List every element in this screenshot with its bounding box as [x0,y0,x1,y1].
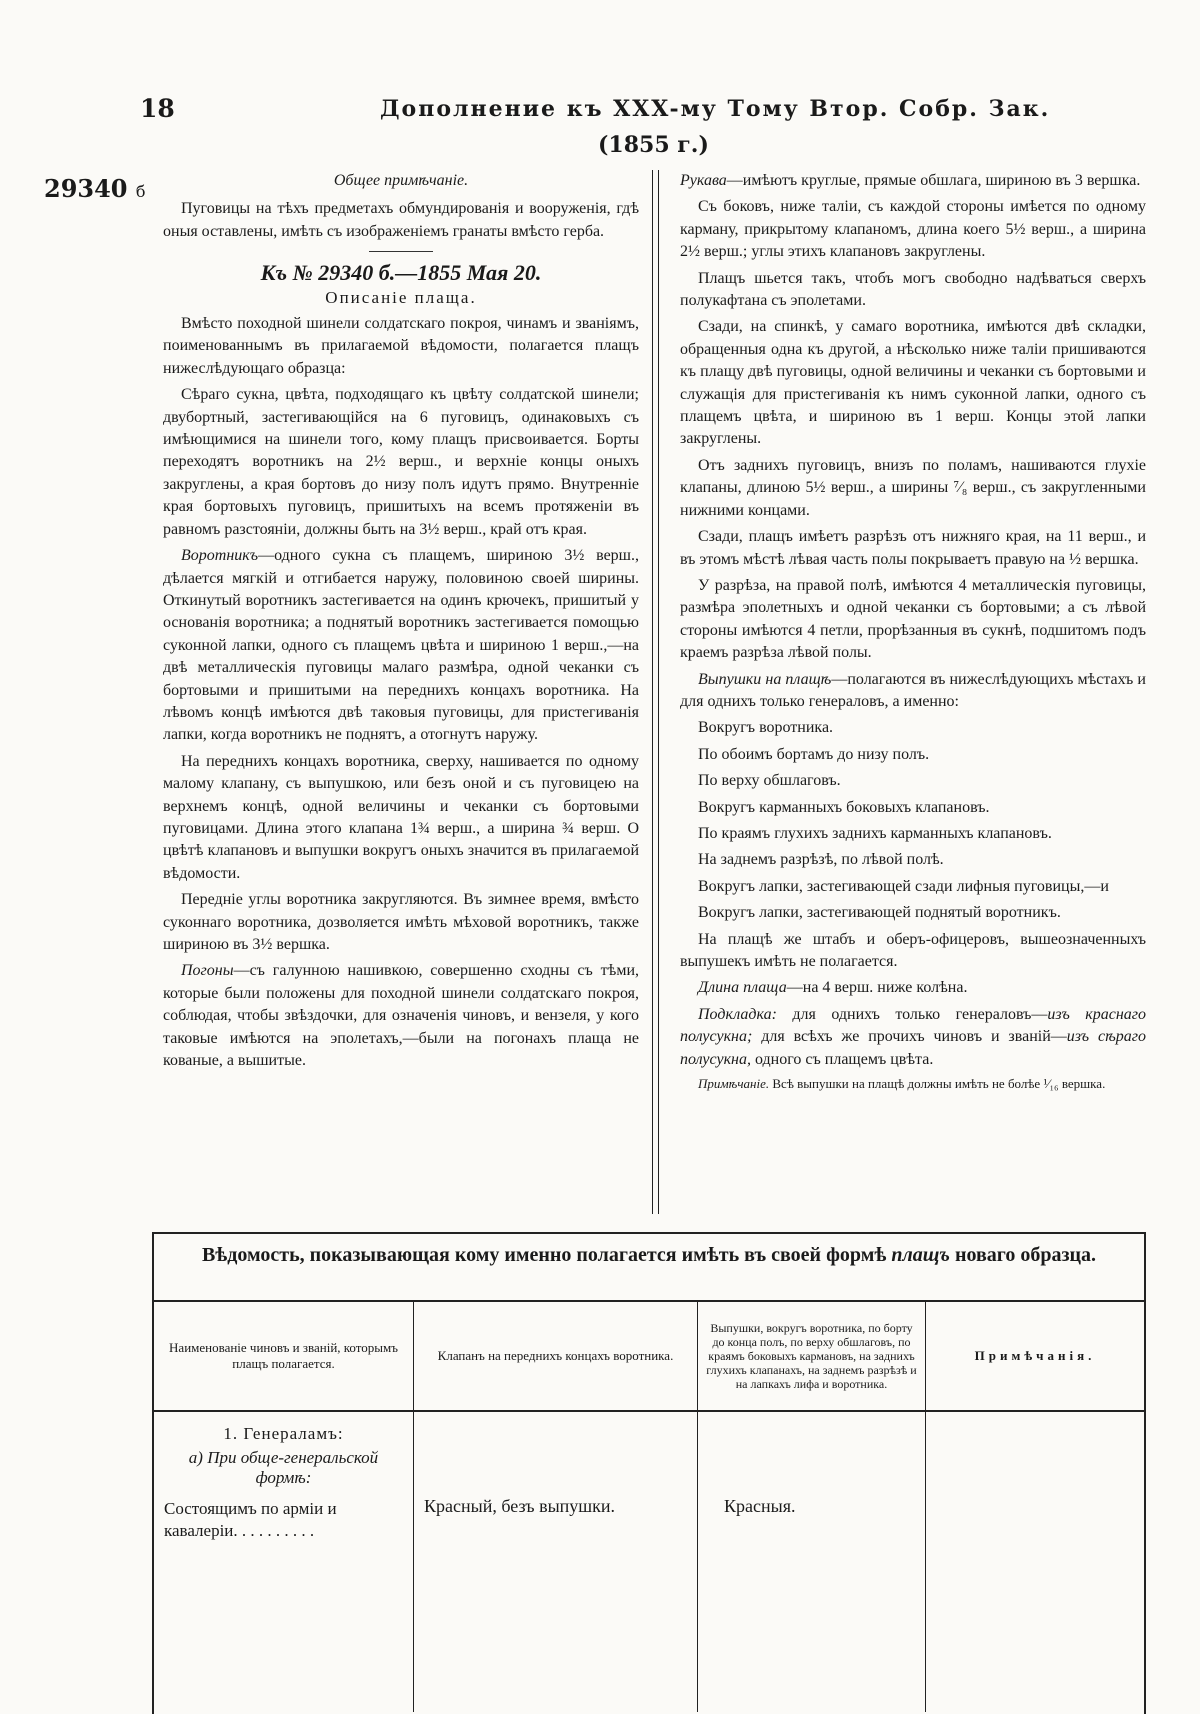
paragraph: Сзади, на спинкѣ, у самаго воротника, имѣются двѣ складки, обращенныя одна къ другой, а нѣсколько ниже таліи пришиваются къ плащу двѣ пуговицы, одной величины и чеканки съ бортовыми и служащія для пристегиванія къ нимъ суконной лапки, одного съ плащемъ цвѣта, и шириною въ 1 верш. Концы этой лапки закруглены. [680,318,1146,448]
paragraph-lead: Погоны [181,962,234,980]
running-head: Дополнение къ XXX-му Тому Втор. Собр. Зак. [380,96,1051,122]
cell-value: Красныя. [724,1496,796,1516]
table-row [154,1412,1144,1712]
paragraph-text: для однихъ только генераловъ— [776,1005,1048,1023]
left-column [163,170,639,1076]
paragraph-text: —имѣютъ круглые, прямые обшлага, шириною въ 3 вершка. [726,172,1141,189]
margin-number [44,174,146,203]
table-title-part: Вѣдомость, показывающая кому именно полагается имѣть въ своей формѣ [201,1244,892,1266]
paragraph-text: —полагаются въ нижеслѣдующихъ мѣстахъ и для однихъ только генераловъ, а именно: [680,670,1146,710]
paragraph [680,669,1146,714]
subcategory-label: а) При обще-генеральской формѣ: [188,1448,379,1487]
divider-rule [369,251,433,252]
registry-table [152,1232,1146,1714]
list-item: По краямъ глухихъ заднихъ карманныхъ клапановъ. [698,824,1052,842]
cell-value: Красный, безъ выпушки. [424,1496,616,1516]
column-header-flap: Клапанъ на переднихъ концахъ воротника. [414,1302,698,1410]
paragraph: Сѣраго сукна, цвѣта, подходящаго къ цвѣту солдатской шинели; двубортный, застегивающійся на 6 пуговицъ, одинаковыхъ съ имѣющимися на шинели того, кому плащъ присвоивается. Борты переходятъ воротникъ на 2½ верш., и верхніе концы оныхъ закруглены, а края бортовъ до низу полъ идутъ прямо. Внутренніе края бортовыхъ пуговицъ, пришитыхъ на всемъ протяженіи въ равномъ разстояніи, должны быть на 3½ верш., край отъ края. [163,386,639,538]
table-header-row [154,1302,1144,1412]
list-item: По верху обшлаговъ. [698,772,841,790]
general-note-text: Пуговицы на тѣхъ предметахъ обмундированія и вооруженія, гдѣ оныя оставлены, имѣть съ изображеніемъ гранаты вмѣсто герба. [163,200,639,240]
paragraph: Отъ заднихъ пуговицъ, внизъ по поламъ, нашиваются глухіе клапаны, длиною 5½ верш., а ширины ⁷⁄₈ верш., съ закругленными нижними концами. [680,456,1146,519]
list-item: Вокругъ лапки, застегивающей сзади лифныя пуговицы,—и [698,877,1109,895]
paragraph-text: изъ сѣраго полусукна, [680,1028,1146,1068]
paragraph-lead: Воротникъ [181,547,259,565]
table-title-part: плащъ [891,1244,950,1266]
paragraph [680,1004,1146,1071]
table-cell-ranks [154,1412,414,1712]
paragraph-lead: Выпушки на плащѣ [698,670,832,688]
paragraph-text: одного съ плащемъ цвѣта. [750,1050,934,1068]
paragraph-text: —одного сукна съ плащемъ, шириною 3½ верш., дѣлается мягкій и отгибается наружу, половиною своей ширины. Откинутый воротникъ застегивается на одинъ крючекъ, пришитый у основанія воротника; а поднятый воротникъ застегивается помощью суконной лапки, одного съ плащемъ цвѣта и шириною 1 верш.,—на двѣ металлическія пуговицы малаго размѣра, одной чеканки съ бортовыми и пришитыми на переднихъ концахъ воротника. На лѣвомъ концѣ имѣются двѣ таковыя пуговицы, для пристегиванія лапки, когда воротникъ не поднятъ, а отогнутъ наружу. [163,547,639,744]
column-header-notes: Примѣчанія. [974,1348,1096,1363]
column-header-ranks: Наименованіе чиновъ и званій, которымъ плащъ полагается. [154,1302,414,1410]
table-title [154,1234,1144,1302]
column-header-piping: Выпушки, вокругъ воротника, по борту до конца полъ, по верху обшлаговъ, по краямъ боковыхъ кармановъ, на заднихъ глухихъ клапанахъ, на заднемъ разрѣзѣ и на лапкахъ лифа и воротника. [698,1302,926,1410]
list-item: Вокругъ карманныхъ боковыхъ клапановъ. [698,798,990,816]
paragraph: Плащъ шьется такъ, чтобъ могъ свободно надѣваться сверхъ полукафтана съ эполетами. [680,269,1146,310]
table-cell-notes [926,1412,1144,1712]
note-lead: Примѣчаніе. [698,1076,770,1092]
year: (1855 г.) [598,132,709,158]
note [680,1075,1146,1093]
paragraph: У разрѣза, на правой полѣ, имѣются 4 металлическія пуговицы, размѣра эполетныхъ и одной чеканки съ бортовыми; а съ лѣвой стороны имѣются 4 петли, прорѣзанныя въ сукнѣ, подшитомъ подъ краемъ разрѣза лѣвой полы. [680,576,1146,662]
paragraph [163,960,639,1072]
list-item: На заднемъ разрѣзѣ, по лѣвой полѣ. [698,851,944,869]
row-label: Состоящимъ по арміи и кавалеріи. . . . . . . . . . [164,1499,337,1540]
note-text: Всѣ выпушки на плащѣ должны имѣть не болѣе ¹⁄₁₆ вершка. [769,1076,1106,1092]
paragraph: Съ боковъ, ниже таліи, съ каждой стороны имѣется по одному карману, прикрытому клапаномъ, длина коего 5½ верш., а ширина 2½ верш.; углы этихъ клапановъ закруглены. [680,198,1146,261]
paragraph-text: —съ галунною нашивкою, совершенно сходны съ тѣми, которые были положены для походной шинели солдатскаго покроя, соблюдая, чтобы звѣздочки, для означенія чиновъ, и вензеля, у кого таковые имѣются на эполетахъ,—были на погонахъ плаща не кованые, а вышитые. [163,962,639,1070]
article-title: Описаніе плаща. [325,287,477,307]
paragraph-text: —на 4 верш. ниже колѣна. [786,979,968,997]
margin-number-suffix: б [135,182,146,201]
category-label: 1. Генераламъ: [223,1424,344,1443]
general-note-title: Общее примѣчаніе. [333,172,469,189]
page-number: 18 [140,94,175,123]
paragraph: Передніе углы воротника закругляются. Въ зимнее время, вмѣсто суконнаго воротника, дозволяется имѣть мѣховой воротникъ, также шириною въ 3½ вершка. [163,891,639,953]
paragraph: Вмѣсто походной шинели солдатскаго покроя, чинамъ и званіямъ, поименованнымъ въ прилагаемой вѣдомости, полагается плащъ нижеслѣдующаго образца: [163,315,639,377]
paragraph-lead: Длина плаща [698,979,787,997]
paragraph-lead: Рукава [680,172,727,189]
paragraph [680,977,1146,999]
margin-number-value: 29340 [44,174,128,203]
paragraph: На плащѣ же штабъ и оберъ-офицеровъ, вышеозначенныхъ выпушекъ имѣть не полагается. [680,930,1146,970]
list-item: Вокругъ воротника. [698,719,834,737]
paragraph: Сзади, плащъ имѣетъ разрѣзъ отъ нижняго края, на 11 верш., и въ этомъ мѣстѣ лѣвая часть полы покрываетъ правую на ½ вершка. [680,528,1146,568]
table-title-part: новаго образца. [949,1244,1097,1266]
article-reference: Къ № 29340 б.—1855 Мая 20. [260,260,542,286]
list-item: Вокругъ лапки, застегивающей поднятый воротникъ. [698,904,1061,922]
column-divider [652,170,659,1214]
list-item: По обоимъ бортамъ до низу полъ. [698,745,930,763]
paragraph: На переднихъ концахъ воротника, сверху, нашивается по одному малому клапану, съ выпушкою, или безъ оной и съ пуговицею на верхнемъ концѣ, одной величины и чеканки съ бортовыми пуговицами. Длина этого клапана 1¾ верш., а ширина ¾ верш. О цвѣтѣ клапановъ и выпушки вокругъ оныхъ значится въ прилагаемой вѣдомости. [163,752,639,882]
paragraph-text: изъ краснаго полусукна; [680,1005,1146,1046]
paragraph [163,545,639,747]
paragraph-text: для всѣхъ же прочихъ чиновъ и званій— [752,1028,1067,1046]
paragraph-lead: Подкладка: [698,1005,777,1023]
table-cell-flap [414,1412,698,1712]
paragraph [680,170,1146,192]
table-cell-piping [698,1412,926,1712]
right-column [680,170,1146,1097]
